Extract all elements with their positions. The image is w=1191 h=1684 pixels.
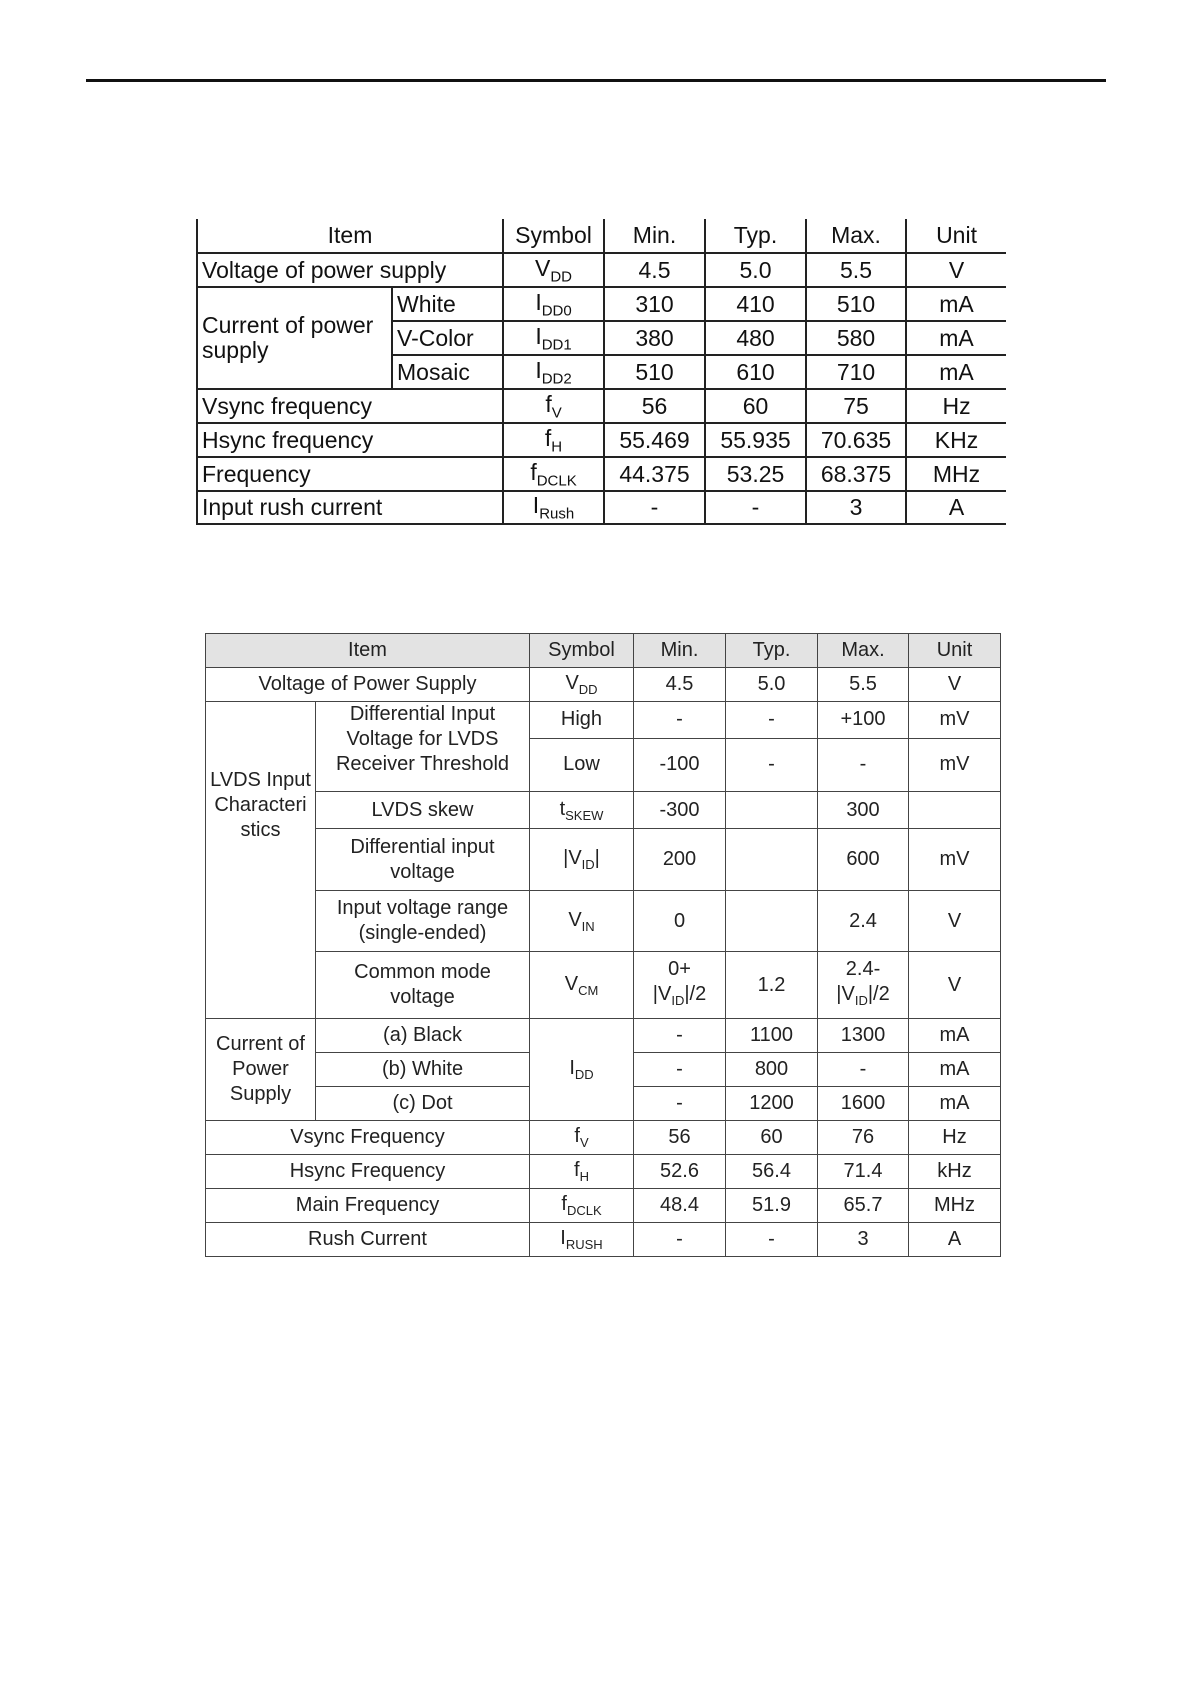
row-item: Main Frequency	[206, 1189, 530, 1223]
row-item: (b) White	[316, 1053, 530, 1087]
row-item: Vsync Frequency	[206, 1121, 530, 1155]
power-spec-table-2	[205, 633, 1001, 1257]
row-unit: mA	[909, 1087, 1001, 1121]
row-min: 48.4	[634, 1189, 726, 1223]
table-row	[206, 1121, 1001, 1155]
table-row	[206, 952, 1001, 1019]
row-symbol: $f_{DCLK}$	[503, 457, 604, 491]
row-typ	[726, 829, 818, 891]
row-unit: A	[906, 491, 1006, 524]
row-typ: 5.0	[726, 668, 818, 702]
row-typ: 410	[705, 287, 806, 321]
row-max: 68.375	[806, 457, 906, 491]
row-min: 510	[604, 355, 705, 389]
row-min: -300	[634, 792, 726, 829]
row-item: (a) Black	[316, 1019, 530, 1053]
row-max: 2.4	[818, 891, 909, 952]
row-min: 0	[634, 891, 726, 952]
row-symbol: Low	[530, 738, 634, 791]
row-min: 56	[634, 1121, 726, 1155]
row-item: Differential input voltage	[316, 829, 530, 891]
row-min: 0+ $|V_{ID}|/2$	[634, 952, 726, 1019]
table-row	[206, 891, 1001, 952]
row-item: Input voltage range (single-ended)	[316, 891, 530, 952]
row-max: 5.5	[806, 253, 906, 287]
row-unit: mA	[906, 287, 1006, 321]
row-item: (c) Dot	[316, 1087, 530, 1121]
header-symbol: Symbol	[530, 634, 634, 668]
row-unit: V	[909, 952, 1001, 1019]
row-min: -100	[634, 738, 726, 791]
row-symbol: $V_{DD}$	[503, 253, 604, 287]
row-unit: V	[906, 253, 1006, 287]
row-subitem: Mosaic	[392, 355, 503, 389]
row-symbol: $V_{IN}$	[530, 891, 634, 952]
current-group-label: Current of Power Supply	[206, 1019, 316, 1121]
header-unit: Unit	[906, 219, 1006, 253]
table-row	[206, 1155, 1001, 1189]
table-header-row	[206, 634, 1001, 668]
row-item: Vsync frequency	[197, 389, 503, 423]
row-unit: V	[909, 668, 1001, 702]
row-max: 5.5	[818, 668, 909, 702]
row-min: 56	[604, 389, 705, 423]
row-max: 1300	[818, 1019, 909, 1053]
row-symbol: $f_V$	[503, 389, 604, 423]
row-typ: 610	[705, 355, 806, 389]
table-row	[197, 253, 1006, 287]
row-typ: -	[726, 738, 818, 791]
row-symbol: $I_{RUSH}$	[530, 1223, 634, 1257]
row-max: 71.4	[818, 1155, 909, 1189]
row-min: 4.5	[634, 668, 726, 702]
row-item: Voltage of Power Supply	[206, 668, 530, 702]
row-subitem: White	[392, 287, 503, 321]
row-max: 510	[806, 287, 906, 321]
row-min: 310	[604, 287, 705, 321]
row-typ: 55.935	[705, 423, 806, 457]
row-typ	[726, 792, 818, 829]
row-unit	[909, 792, 1001, 829]
row-typ	[726, 891, 818, 952]
row-item: Rush Current	[206, 1223, 530, 1257]
row-min: 380	[604, 321, 705, 355]
header-item: Item	[197, 219, 503, 253]
row-max: 3	[818, 1223, 909, 1257]
row-min: -	[634, 1053, 726, 1087]
row-item: LVDS skew	[316, 792, 530, 829]
table-row	[197, 389, 1006, 423]
row-unit: MHz	[906, 457, 1006, 491]
row-symbol: $f_H$	[530, 1155, 634, 1189]
row-typ: -	[726, 1223, 818, 1257]
row-typ: -	[705, 491, 806, 524]
lvds-group-label: LVDS Input Characteri stics	[206, 702, 316, 1019]
table-row	[206, 702, 1001, 739]
row-symbol: $V_{DD}$	[530, 668, 634, 702]
row-item: Common mode voltage	[316, 952, 530, 1019]
row-min: 4.5	[604, 253, 705, 287]
table-row	[206, 829, 1001, 891]
row-symbol: $V_{CM}$	[530, 952, 634, 1019]
row-max: -	[818, 1053, 909, 1087]
row-symbol: $f_{DCLK}$	[530, 1189, 634, 1223]
row-max: 1600	[818, 1087, 909, 1121]
row-unit: kHz	[909, 1155, 1001, 1189]
header-min: Min.	[604, 219, 705, 253]
row-max: -	[818, 738, 909, 791]
header-min: Min.	[634, 634, 726, 668]
row-symbol: $I_{DD}$	[530, 1019, 634, 1121]
row-symbol: $I_{DD0}$	[503, 287, 604, 321]
table-row	[206, 1019, 1001, 1053]
table-row	[206, 1223, 1001, 1257]
table-row	[206, 792, 1001, 829]
row-min: 52.6	[634, 1155, 726, 1189]
row-symbol: $|V_{ID}|$	[530, 829, 634, 891]
header-typ: Typ.	[726, 634, 818, 668]
row-unit: KHz	[906, 423, 1006, 457]
row-max: 3	[806, 491, 906, 524]
row-unit: mV	[909, 829, 1001, 891]
row-typ: 1100	[726, 1019, 818, 1053]
row-min: 44.375	[604, 457, 705, 491]
row-typ: 60	[705, 389, 806, 423]
row-min: -	[634, 1019, 726, 1053]
table-row	[197, 457, 1006, 491]
row-min: -	[604, 491, 705, 524]
threshold-label: Differential Input Voltage for LVDS Receiver Threshold	[316, 702, 530, 792]
power-spec-table-1	[196, 219, 1006, 525]
header-rule	[86, 79, 1106, 82]
row-unit: mV	[909, 702, 1001, 739]
row-item: Hsync Frequency	[206, 1155, 530, 1189]
header-max: Max.	[806, 219, 906, 253]
table-row	[206, 1189, 1001, 1223]
row-min: 200	[634, 829, 726, 891]
table-row	[206, 668, 1001, 702]
row-typ: 800	[726, 1053, 818, 1087]
row-typ: 5.0	[705, 253, 806, 287]
table-row	[197, 491, 1006, 524]
current-group-label: Current of power supply	[197, 287, 392, 389]
row-min: -	[634, 1223, 726, 1257]
row-max: 75	[806, 389, 906, 423]
table-row	[197, 423, 1006, 457]
header-max: Max.	[818, 634, 909, 668]
header-symbol: Symbol	[503, 219, 604, 253]
row-item: Input rush current	[197, 491, 503, 524]
row-max: +100	[818, 702, 909, 739]
row-max: 710	[806, 355, 906, 389]
row-item: Frequency	[197, 457, 503, 491]
row-symbol: $f_V$	[530, 1121, 634, 1155]
row-min: -	[634, 1087, 726, 1121]
row-typ: 51.9	[726, 1189, 818, 1223]
row-subitem: V-Color	[392, 321, 503, 355]
row-unit: mA	[909, 1053, 1001, 1087]
header-item: Item	[206, 634, 530, 668]
row-max: 300	[818, 792, 909, 829]
row-max: 2.4- $|V_{ID}|/2$	[818, 952, 909, 1019]
row-min: -	[634, 702, 726, 739]
row-typ: -	[726, 702, 818, 739]
row-typ: 1.2	[726, 952, 818, 1019]
row-typ: 480	[705, 321, 806, 355]
row-typ: 56.4	[726, 1155, 818, 1189]
row-typ: 60	[726, 1121, 818, 1155]
row-max: 600	[818, 829, 909, 891]
table-header-row	[197, 219, 1006, 253]
row-symbol: $I_{DD1}$	[503, 321, 604, 355]
row-item: Hsync frequency	[197, 423, 503, 457]
row-unit: mA	[906, 321, 1006, 355]
row-min: 55.469	[604, 423, 705, 457]
row-symbol: High	[530, 702, 634, 739]
row-typ: 53.25	[705, 457, 806, 491]
header-typ: Typ.	[705, 219, 806, 253]
row-unit: V	[909, 891, 1001, 952]
row-max: 76	[818, 1121, 909, 1155]
table-row	[197, 287, 1006, 321]
row-unit: Hz	[909, 1121, 1001, 1155]
row-unit: Hz	[906, 389, 1006, 423]
row-symbol: $I_{Rush}$	[503, 491, 604, 524]
row-unit: MHz	[909, 1189, 1001, 1223]
row-unit: mV	[909, 738, 1001, 791]
row-typ: 1200	[726, 1087, 818, 1121]
row-max: 65.7	[818, 1189, 909, 1223]
row-max: 70.635	[806, 423, 906, 457]
row-unit: mA	[909, 1019, 1001, 1053]
header-unit: Unit	[909, 634, 1001, 668]
row-unit: A	[909, 1223, 1001, 1257]
row-max: 580	[806, 321, 906, 355]
row-symbol: $I_{DD2}$	[503, 355, 604, 389]
row-symbol: $f_H$	[503, 423, 604, 457]
row-symbol: $t_{SKEW}$	[530, 792, 634, 829]
row-unit: mA	[906, 355, 1006, 389]
row-item: Voltage of power supply	[197, 253, 503, 287]
